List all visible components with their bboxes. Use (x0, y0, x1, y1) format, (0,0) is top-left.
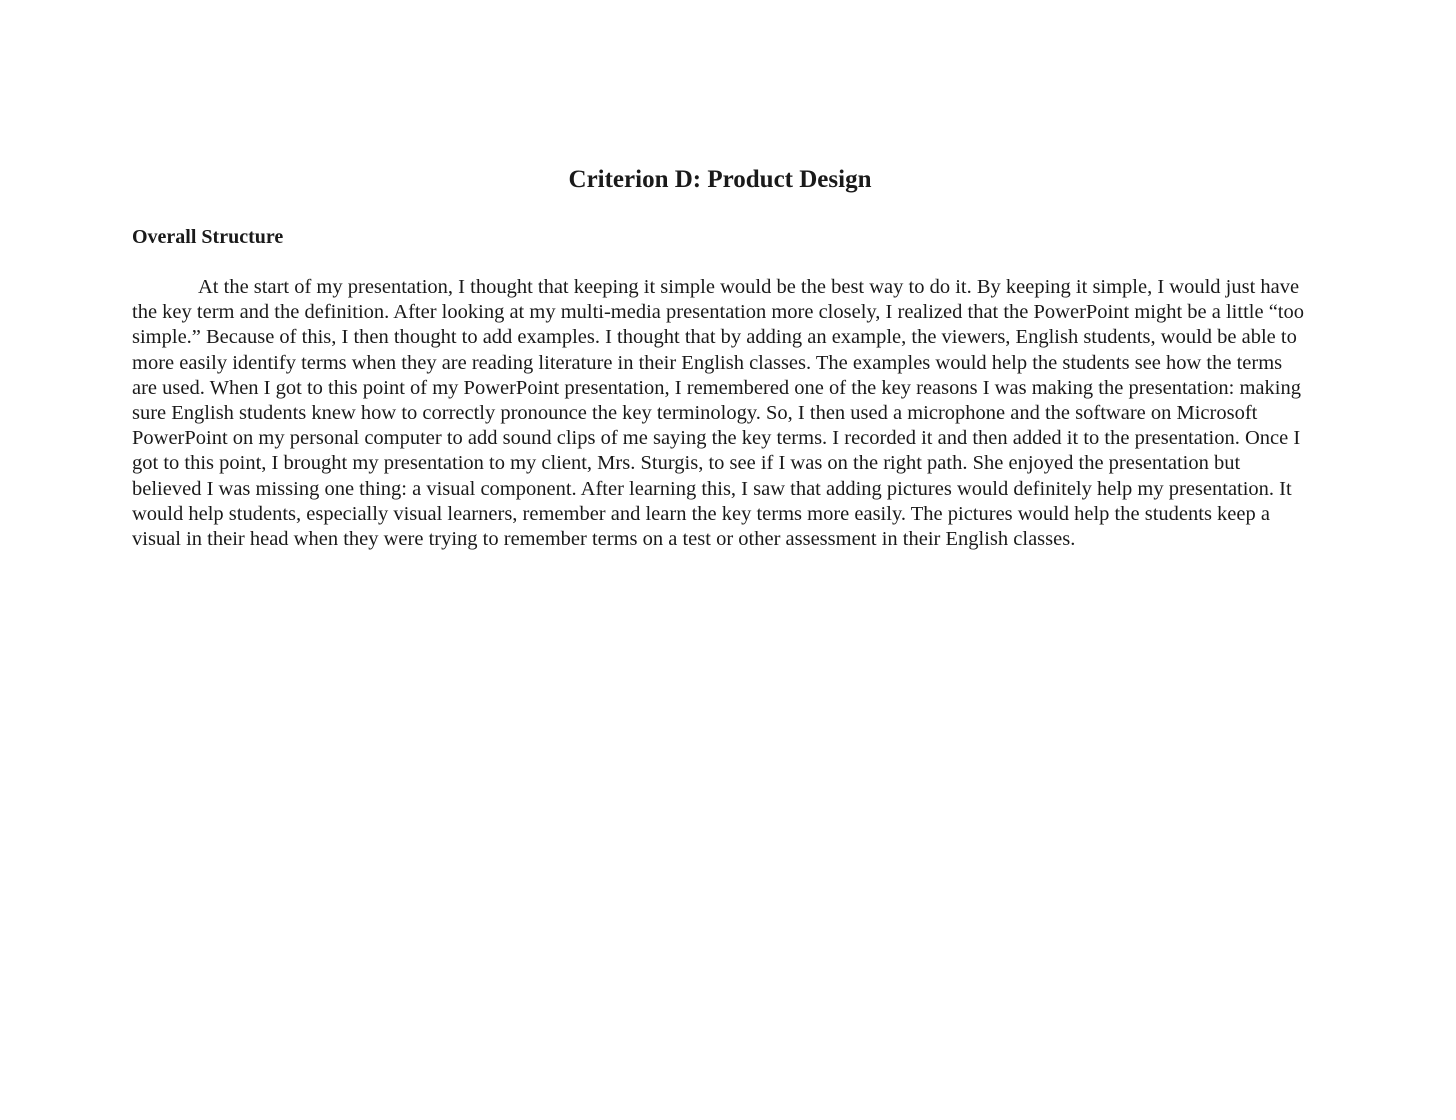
document-title: Criterion D: Product Design (568, 166, 872, 193)
section-heading: Overall Structure (132, 226, 284, 248)
body-paragraph: At the start of my presentation, I thought that keeping it simple would be the best way to do it. By keeping it simple, I would just have the key term and the definition. After looking at my multi-media presentation more closely, I realized that the PowerPoint might be a little “too simple.” Because of this, I then thought to add examples. I thought that by adding an example, the viewers, English students, would be able to more easily identify terms when they are reading literature in their English classes. The examples would help the students see how the terms are used. When I got to this point of my PowerPoint presentation, I remembered one of the key reasons I was making the presentation: making sure English students knew how to correctly pronounce the key terminology. So, I then used a microphone and the software on Microsoft PowerPoint on my personal computer to add sound clips of me saying the key terms. I recorded it and then added it to the presentation. Once I got to this point, I brought my presentation to my client, Mrs. Sturgis, to see if I was on the right path. She enjoyed the presentation but believed I was missing one thing: a visual component. After learning this, I saw that adding pictures would definitely help my presentation. It would help students, especially visual learners, remember and learn the key terms more easily. The pictures would help the students keep a visual in their head when they were trying to remember terms on a test or other assessment in their English classes. (132, 276, 1304, 551)
